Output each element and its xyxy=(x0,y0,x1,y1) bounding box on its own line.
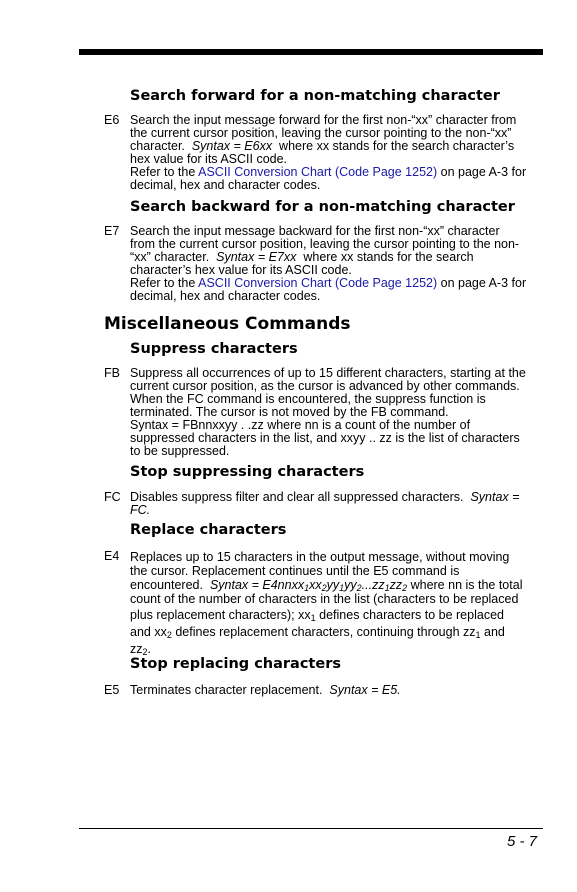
heading-miscellaneous-commands: Miscellaneous Commands xyxy=(104,314,351,334)
text-fragment: and xx xyxy=(130,625,167,639)
text-line: Search the input message backward for the first non-“xx” character xyxy=(130,224,500,238)
heading-stop-suppressing: Stop suppressing characters xyxy=(130,464,365,480)
text-fragment: on page A-3 for xyxy=(440,165,527,179)
page-number: 5 - 7 xyxy=(506,833,537,850)
command-code-fc: FC xyxy=(104,490,121,504)
heading-stop-replacing: Stop replacing characters xyxy=(130,656,341,672)
command-code-e6: E6 xyxy=(104,113,120,127)
syntax-e7: Syntax = E7xx xyxy=(216,250,297,264)
text-line: hex value for its ASCII code. xyxy=(130,152,288,166)
text-line: the cursor. Replacement continues until the E5 command is xyxy=(130,564,460,578)
command-code-e5: E5 xyxy=(104,683,120,697)
text-line: $zz_2$. xyxy=(130,642,151,657)
text-fragment: defines replacement characters, continuing through zz xyxy=(175,625,476,639)
text-line: and $xx_2$ defines replacement characters, continuing through $zz_1$ and xyxy=(130,625,505,640)
text-fragment: “xx” character. xyxy=(130,250,210,264)
text-line: decimal, hex and character codes. xyxy=(130,178,321,192)
command-code-e4: E4 xyxy=(104,549,120,563)
text-line xyxy=(130,578,542,592)
search-forward-description xyxy=(130,114,542,192)
text-line: to be suppressed. xyxy=(130,444,230,458)
text-fragment: Terminates character replacement. xyxy=(130,683,323,697)
text-line: from the current cursor position, leaving the cursor pointing to the non- xyxy=(130,237,520,251)
text-fragment: defines characters to be replaced xyxy=(319,608,504,622)
text-line: decimal, hex and character codes. xyxy=(130,289,321,303)
top-rule xyxy=(79,49,543,55)
syntax-e4: Syntax = $E4nnxx_1xx_2yy_1yy_2...zz_1zz_2$ xyxy=(209,578,408,593)
text-line: Replaces up to 15 characters in the output message, without moving xyxy=(130,550,510,564)
command-code-fb: FB xyxy=(104,366,120,380)
text-fragment: Refer to the xyxy=(130,165,196,179)
text-fragment: Refer to the xyxy=(130,276,196,290)
heading-suppress-characters: Suppress characters xyxy=(130,341,298,357)
text-line xyxy=(130,491,542,504)
stop-suppress-description xyxy=(130,491,542,517)
syntax-e5: Syntax = E5. xyxy=(329,683,401,697)
command-code-e7: E7 xyxy=(104,224,120,238)
replace-description xyxy=(130,550,542,656)
syntax-e6: Syntax = E6xx xyxy=(191,139,273,153)
text-fragment: on page A-3 for xyxy=(440,276,527,290)
text-fragment: Disables suppress filter and clear all suppressed characters. xyxy=(130,490,464,504)
text-fragment: encountered. xyxy=(130,578,203,592)
suppress-description xyxy=(130,367,542,458)
search-backward-description xyxy=(130,225,542,303)
text-line: the current cursor position, leaving the cursor pointing to the non-“xx” xyxy=(130,126,512,140)
subscript: 1 xyxy=(310,613,316,623)
text-line: When the FC command is encountered, the suppress function is xyxy=(130,392,486,406)
text-fragment: zz xyxy=(130,642,143,656)
heading-search-forward: Search forward for a non-matching character xyxy=(130,88,500,104)
text-fragment: and xyxy=(484,625,505,639)
text-line xyxy=(130,684,542,697)
bottom-rule xyxy=(79,828,543,829)
text-line: Suppress all occurrences of up to 15 different characters, starting at the xyxy=(130,366,526,380)
heading-replace-characters: Replace characters xyxy=(130,522,287,538)
text-fragment: character. xyxy=(130,139,185,153)
text-line: Syntax = FBnnxxyy . .zz where nn is a count of the number of xyxy=(130,418,471,432)
ascii-chart-link[interactable]: ASCII Conversion Chart (Code Page 1252) xyxy=(198,276,438,290)
subscript: 2 xyxy=(166,630,172,640)
text-fragment: where nn is the total xyxy=(410,578,523,592)
ascii-chart-link[interactable]: ASCII Conversion Chart (Code Page 1252) xyxy=(198,165,438,179)
syntax-fc: Syntax = xyxy=(470,490,520,504)
text-fragment: where xx stands for the search xyxy=(303,250,474,264)
text-line: terminated. The cursor is not moved by the FB command. xyxy=(130,405,449,419)
heading-search-backward: Search backward for a non-matching character xyxy=(130,199,515,215)
text-fragment: plus replacement characters); xx xyxy=(130,608,311,622)
text-line xyxy=(130,608,542,622)
text-line: current cursor position, as the cursor is advanced by other commands. xyxy=(130,379,520,393)
text-line: Search the input message forward for the first non-“xx” character from xyxy=(130,113,517,127)
stop-replace-description xyxy=(130,684,542,697)
syntax-fc-value: FC. xyxy=(130,503,151,517)
text-line: suppressed characters in the list, and xxyy .. zz is the list of characters xyxy=(130,431,520,445)
text-fragment: where xx stands for the search character’s xyxy=(279,139,515,153)
text-line: count of the number of characters in the list (characters to be replaced xyxy=(130,592,519,606)
text-line: character’s hex value for its ASCII code. xyxy=(130,263,352,277)
